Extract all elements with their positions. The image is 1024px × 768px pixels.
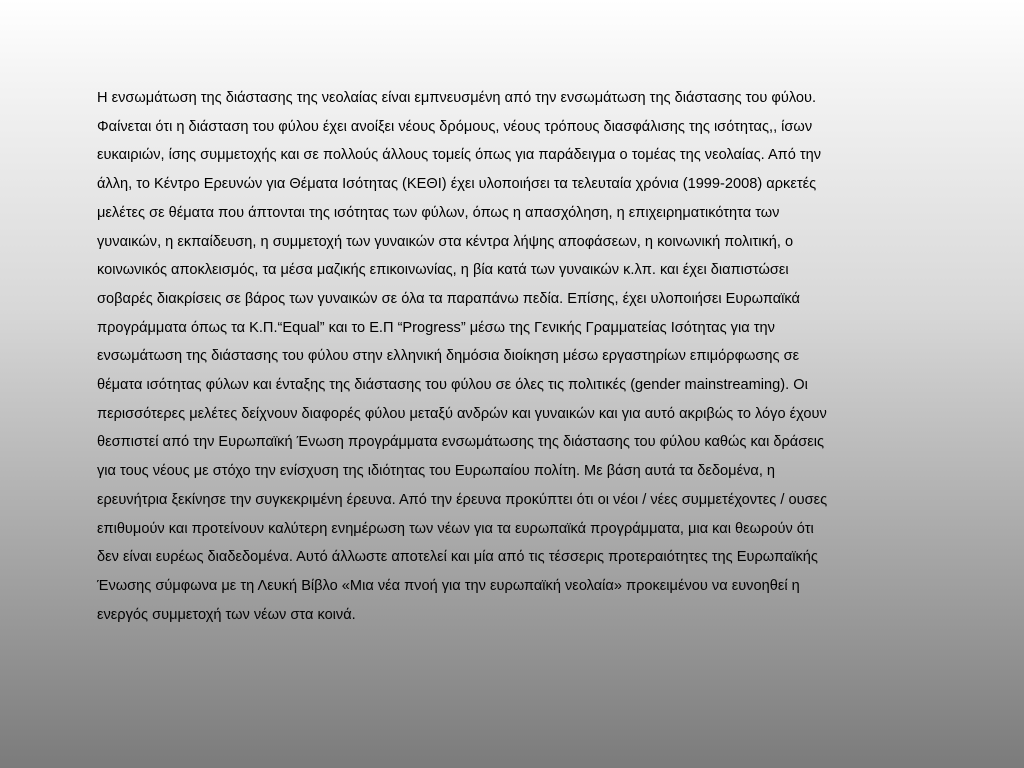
body-paragraph: Η ενσωμάτωση της διάστασης της νεολαίας είναι εμπνευσμένη από την ενσωμάτωση της διάστασης του φύλου. Φαίνεται ότι η διάσταση του φύλου έχει ανοίξει νέους δρόμους, νέους τρόπους διασφάλισης της ισότητας,, ίσων ευκαιριών, ίσης συμμετοχής και σε πολλούς άλλους τομείς όπως για παράδειγμα ο τομέας της νεολαίας. Από την άλλη, το Κέντρο Ερευνών για Θέματα Ισότητας (ΚΕΘΙ) έχει υλοποιήσει τα τελευταία χρόνια (1999-2008) αρκετές μελέτες σε θέματα που άπτονται της ισότητας των φύλων, όπως η απασχόληση, η επιχειρηματικότητα των γυναικών, η εκπαίδευση, η συμμετοχή των γυναικών στα κέντρα λήψης αποφάσεων, η κοινωνική πολιτική, ο κοινωνικός αποκλεισμός, τα μέσα μαζικής επικοινωνίας, η βία κατά των γυναικών κ.λπ. και έχει διαπιστώσει σοβαρές διακρίσεις σε βάρος των γυναικών σε όλα τα παραπάνω πεδία. Επίσης, έχει υλοποιήσει Ευρωπαϊκά προγράμματα όπως τα Κ.Π.“Equal” και το Ε.Π “Progress” μέσω της Γενικής Γραμματείας Ισότητας για την ενσωμάτωση της διάστασης του φύλου στην ελληνική δημόσια διοίκηση μέσω εργαστηρίων επιμόρφωσης σε θέματα ισότητας φύλων και ένταξης της διάστασης του φύλου σε όλες τις πολιτικές (gender mainstreaming). Οι περισσότερες μελέτες δείχνουν διαφορές φύλου μεταξύ ανδρών και γυναικών και για αυτό ακριβώς το λόγο έχουν θεσπιστεί από την Ευρωπαϊκή Ένωση προγράμματα ενσωμάτωσης της διάστασης του φύλου καθώς και δράσεις για τους νέους με στόχο την ενίσχυση της ιδιότητας του Ευρωπαίου πολίτη. Με βάση αυτά τα δεδομένα, η ερευνήτρια ξεκίνησε την συγκεκριμένη έρευνα. Από την έρευνα προκύπτει ότι οι νέοι / νέες συμμετέχοντες / ουσες επιθυμούν και προτείνουν καλύτερη ενημέρωση των νέων για τα ευρωπαϊκά προγράμματα, μια και θεωρούν ότι δεν είναι ευρέως διαδεδομένα. Αυτό άλλωστε αποτελεί και μία από τις τέσσερις προτεραιότητες της Ευρωπαϊκής Ένωσης σύμφωνα με τη Λευκή Βίβλο «Μια νέα πνοή για την ευρωπαϊκή νεολαία» προκειμένου να ευνοηθεί η ενεργός συμμετοχή των νέων στα κοινά. <box>97 90 828 623</box>
